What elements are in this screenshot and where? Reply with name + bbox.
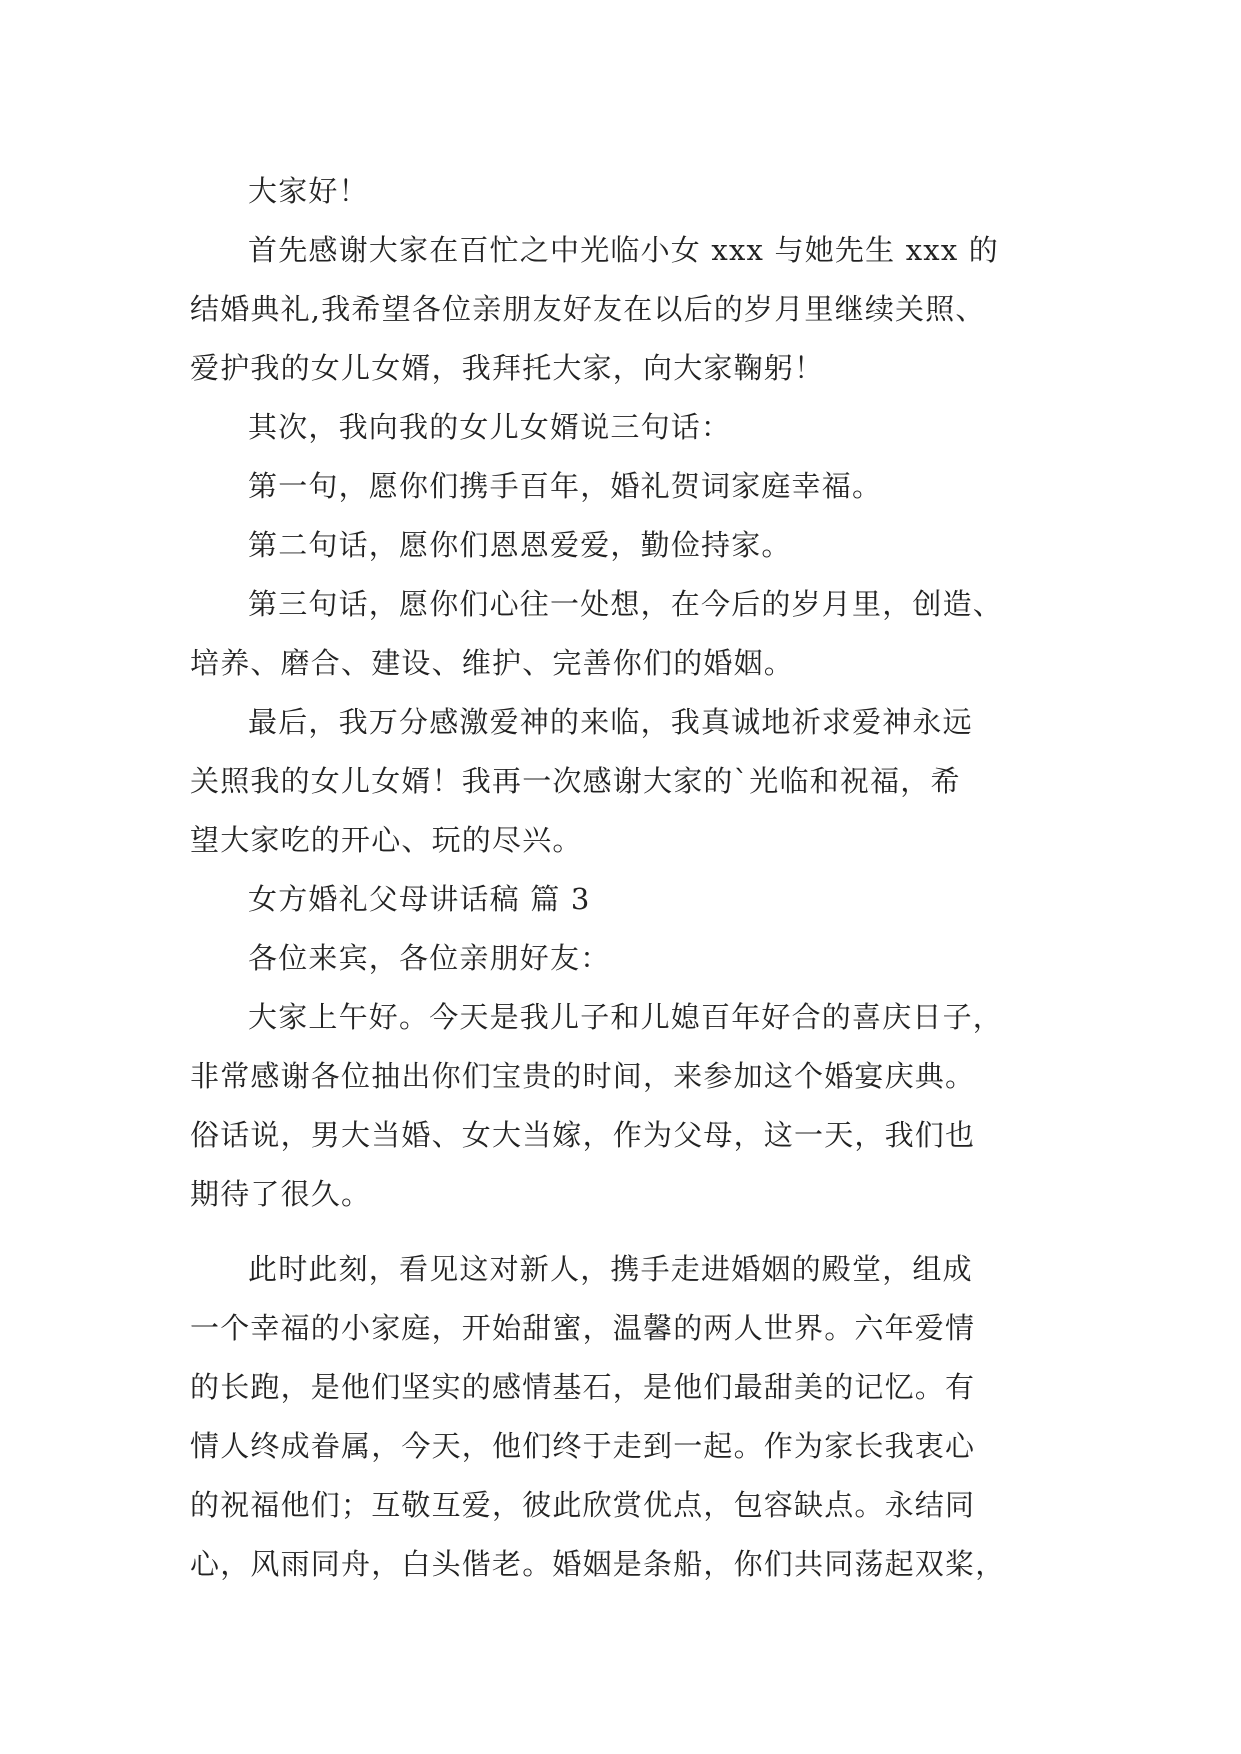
paragraph-salutation (190, 929, 1090, 988)
paragraph-greeting (190, 162, 1090, 221)
paragraph-morning-greeting (190, 988, 1090, 1224)
paragraph-line: 爱护我的女儿女婿，我拜托大家，向大家鞠躬！ (190, 351, 825, 385)
paragraph-line: 此时此刻，看见这对新人，携手走进婚姻的殿堂，组成 (248, 1252, 973, 1286)
paragraph-line: 首先感谢大家在百忙之中光临小女 xxx 与她先生 xxx 的 (248, 233, 1000, 267)
paragraph-line: 第三句话，愿你们心往一处想，在今后的岁月里，创造、 (248, 587, 1004, 621)
paragraph-line: 的长跑，是他们坚实的感情基石，是他们最甜美的记忆。有 (190, 1370, 976, 1404)
section-title: 女方婚礼父母讲话稿 篇 3 (248, 882, 591, 916)
paragraph-line: 其次，我向我的女儿女婿说三句话： (248, 410, 732, 444)
paragraph-this-moment (190, 1240, 1090, 1594)
paragraph-line: 各位来宾，各位亲朋好友： (248, 941, 611, 975)
paragraph-thanks (190, 221, 1090, 398)
paragraph-line: 培养、磨合、建设、维护、完善你们的婚姻。 (190, 646, 795, 680)
paragraph-line: 第二句话，愿你们恩恩爱爱，勤俭持家。 (248, 528, 792, 562)
paragraph-line: 关照我的女儿女婿！我再一次感谢大家的`光临和祝福，希 (190, 764, 961, 798)
paragraph-first-sentence (190, 457, 1090, 516)
paragraph-line: 一个幸福的小家庭，开始甜蜜，温馨的两人世界。六年爱情 (190, 1311, 976, 1345)
document-body (190, 162, 1090, 1594)
section-heading (190, 870, 1090, 929)
paragraph-line: 望大家吃的开心、玩的尽兴。 (190, 823, 583, 857)
paragraph-line: 心，风雨同舟，白头偕老。婚姻是条船，你们共同荡起双桨， (190, 1547, 1006, 1581)
paragraph-three-sentences (190, 398, 1090, 457)
paragraph-second-sentence (190, 516, 1090, 575)
paragraph-line: 非常感谢各位抽出你们宝贵的时间，来参加这个婚宴庆典。 (190, 1059, 976, 1093)
paragraph-line: 结婚典礼,我希望各位亲朋友好友在以后的岁月里继续关照、 (190, 292, 986, 326)
paragraph-line: 俗话说，男大当婚、女大当嫁，作为父母，这一天，我们也 (190, 1118, 976, 1152)
paragraph-line: 第一句，愿你们携手百年，婚礼贺词家庭幸福。 (248, 469, 883, 503)
paragraph-third-sentence (190, 575, 1090, 693)
paragraph-line: 的祝福他们；互敬互爱，彼此欣赏优点，包容缺点。永结同 (190, 1488, 976, 1522)
paragraph-closing (190, 693, 1090, 870)
paragraph-line: 大家上午好。今天是我儿子和儿媳百年好合的喜庆日子， (248, 1000, 1004, 1034)
paragraph-gap (190, 1224, 1090, 1240)
paragraph-line: 最后，我万分感激爱神的来临，我真诚地祈求爱神永远 (248, 705, 973, 739)
paragraph-line: 大家好！ (248, 174, 369, 208)
paragraph-line: 情人终成眷属，今天，他们终于走到一起。作为家长我衷心 (190, 1429, 976, 1463)
paragraph-line: 期待了很久。 (190, 1177, 372, 1211)
